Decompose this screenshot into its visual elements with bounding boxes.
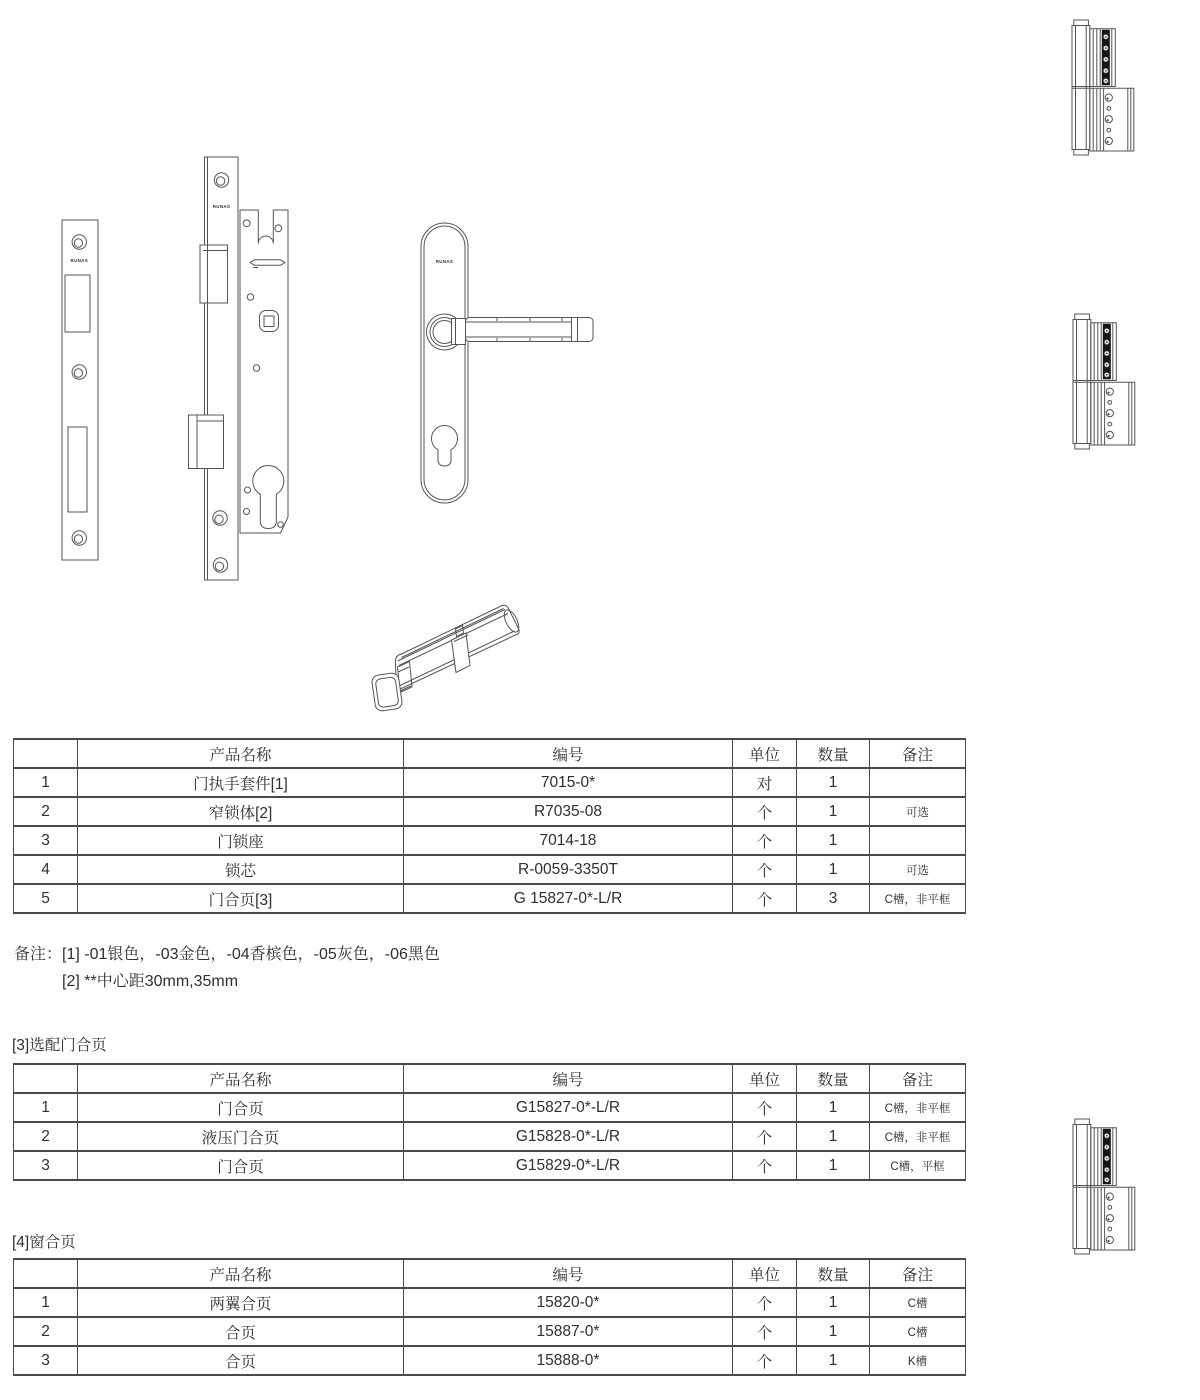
table-cell: C槽，非平框	[870, 1122, 966, 1151]
table-cell: 液压门合页	[78, 1122, 404, 1151]
table-cell: 7014-18	[404, 826, 733, 855]
table-cell: 3	[14, 1346, 78, 1375]
table-cell: 3	[14, 826, 78, 855]
column-header: 备注	[870, 739, 966, 768]
column-header	[14, 739, 78, 768]
door-hinge-bottom-drawing	[1073, 1119, 1135, 1254]
table-header-row	[14, 739, 966, 768]
column-header: 编号	[404, 1064, 733, 1093]
table-cell: 两翼合页	[78, 1288, 404, 1317]
table-cell: 1	[797, 797, 870, 826]
column-header: 编号	[404, 1259, 733, 1288]
table-cell	[870, 768, 966, 797]
column-header: 产品名称	[78, 1259, 404, 1288]
table-row	[14, 1093, 966, 1122]
window-hinge-table	[13, 1258, 966, 1376]
section-title-optional-door-hinges: [3]选配门合页	[12, 1037, 107, 1054]
strike-plate-drawing	[62, 220, 98, 560]
table-cell: 个	[733, 855, 797, 884]
column-header: 编号	[404, 739, 733, 768]
column-header: 单位	[733, 1259, 797, 1288]
brand-mark: RUNAS	[70, 258, 89, 263]
column-header: 产品名称	[78, 739, 404, 768]
table-cell: C槽，平框	[870, 1151, 966, 1180]
table-cell: 1	[797, 1288, 870, 1317]
table-cell: 1	[797, 1122, 870, 1151]
narrow-lock-body-drawing	[189, 157, 289, 580]
table-cell: G 15827-0*-L/R	[404, 884, 733, 913]
brand-mark: RUNAS	[212, 204, 231, 209]
lock-cylinder-drawing	[371, 605, 522, 711]
table-cell: 1	[797, 1151, 870, 1180]
table-cell: 3	[797, 884, 870, 913]
table-cell: C槽，非平框	[870, 884, 966, 913]
table-cell: 门执手套件[1]	[78, 768, 404, 797]
table-row	[14, 1346, 966, 1375]
table-row	[14, 1122, 966, 1151]
table-header-row	[14, 1259, 966, 1288]
table-cell: G15829-0*-L/R	[404, 1151, 733, 1180]
table-cell: 个	[733, 1346, 797, 1375]
column-header: 单位	[733, 1064, 797, 1093]
column-header	[14, 1259, 78, 1288]
note-line-2: [2] **中心距30mm,35mm	[62, 973, 239, 990]
table-cell: R7035-08	[404, 797, 733, 826]
table-cell: G15828-0*-L/R	[404, 1122, 733, 1151]
column-header: 数量	[797, 739, 870, 768]
table-cell: 2	[14, 797, 78, 826]
door-handle-drawing	[421, 223, 593, 503]
table-cell: 个	[733, 1122, 797, 1151]
table-cell: 窄锁体[2]	[78, 797, 404, 826]
optional-door-hinge-table	[13, 1063, 966, 1181]
table-cell: 1	[797, 855, 870, 884]
table-cell: 门合页[3]	[78, 884, 404, 913]
column-header: 数量	[797, 1259, 870, 1288]
table-cell: 对	[733, 768, 797, 797]
table-cell: 门锁座	[78, 826, 404, 855]
table-cell: 个	[733, 1093, 797, 1122]
table-row	[14, 768, 966, 797]
table-cell: 门合页	[78, 1093, 404, 1122]
door-hinge-top-drawing	[1072, 20, 1134, 155]
table-cell: 可选	[870, 855, 966, 884]
table-row	[14, 1151, 966, 1180]
note-line-1: [1] -01银色，-03金色，-04香槟色，-05灰色，-06黑色	[62, 946, 440, 963]
table-cell: C槽，非平框	[870, 1093, 966, 1122]
table-cell: 个	[733, 1288, 797, 1317]
table-cell: 个	[733, 884, 797, 913]
table-cell: 15888-0*	[404, 1346, 733, 1375]
column-header: 备注	[870, 1064, 966, 1093]
table-cell: 4	[14, 855, 78, 884]
table-cell: 个	[733, 1151, 797, 1180]
parts-table	[13, 738, 966, 914]
table-cell: 2	[14, 1317, 78, 1346]
table-cell: 个	[733, 797, 797, 826]
column-header	[14, 1064, 78, 1093]
table-cell: R-0059-3350T	[404, 855, 733, 884]
table-cell: 15820-0*	[404, 1288, 733, 1317]
table-cell: 1	[797, 768, 870, 797]
table-cell: K槽	[870, 1346, 966, 1375]
table-cell: 1	[797, 1093, 870, 1122]
column-header: 产品名称	[78, 1064, 404, 1093]
door-hinge-middle-drawing	[1073, 314, 1135, 449]
table-row	[14, 826, 966, 855]
brand-mark: RUNAS	[435, 259, 454, 264]
column-header: 备注	[870, 1259, 966, 1288]
table-cell: 合页	[78, 1346, 404, 1375]
column-header: 单位	[733, 739, 797, 768]
table-row	[14, 797, 966, 826]
notes-block	[14, 941, 440, 995]
table-cell: C槽	[870, 1317, 966, 1346]
table-cell: 3	[14, 1151, 78, 1180]
table-row	[14, 855, 966, 884]
table-cell: 合页	[78, 1317, 404, 1346]
column-header: 数量	[797, 1064, 870, 1093]
notes-label: 备注：	[14, 946, 63, 963]
table-cell: C槽	[870, 1288, 966, 1317]
table-cell: 1	[14, 1093, 78, 1122]
table-cell: 可选	[870, 797, 966, 826]
table-header-row	[14, 1064, 966, 1093]
table-cell: 1	[797, 1317, 870, 1346]
table-cell	[870, 826, 966, 855]
table-cell: 锁芯	[78, 855, 404, 884]
table-cell: 1	[797, 826, 870, 855]
table-cell: 1	[797, 1346, 870, 1375]
table-cell: 个	[733, 826, 797, 855]
table-cell: G15827-0*-L/R	[404, 1093, 733, 1122]
table-cell: 1	[14, 1288, 78, 1317]
table-cell: 5	[14, 884, 78, 913]
table-row	[14, 884, 966, 913]
table-row	[14, 1288, 966, 1317]
table-cell: 2	[14, 1122, 78, 1151]
table-cell: 15887-0*	[404, 1317, 733, 1346]
table-cell: 个	[733, 1317, 797, 1346]
table-row	[14, 1317, 966, 1346]
table-cell: 门合页	[78, 1151, 404, 1180]
table-cell: 1	[14, 768, 78, 797]
table-cell: 7015-0*	[404, 768, 733, 797]
section-title-window-hinges: [4]窗合页	[12, 1234, 76, 1251]
